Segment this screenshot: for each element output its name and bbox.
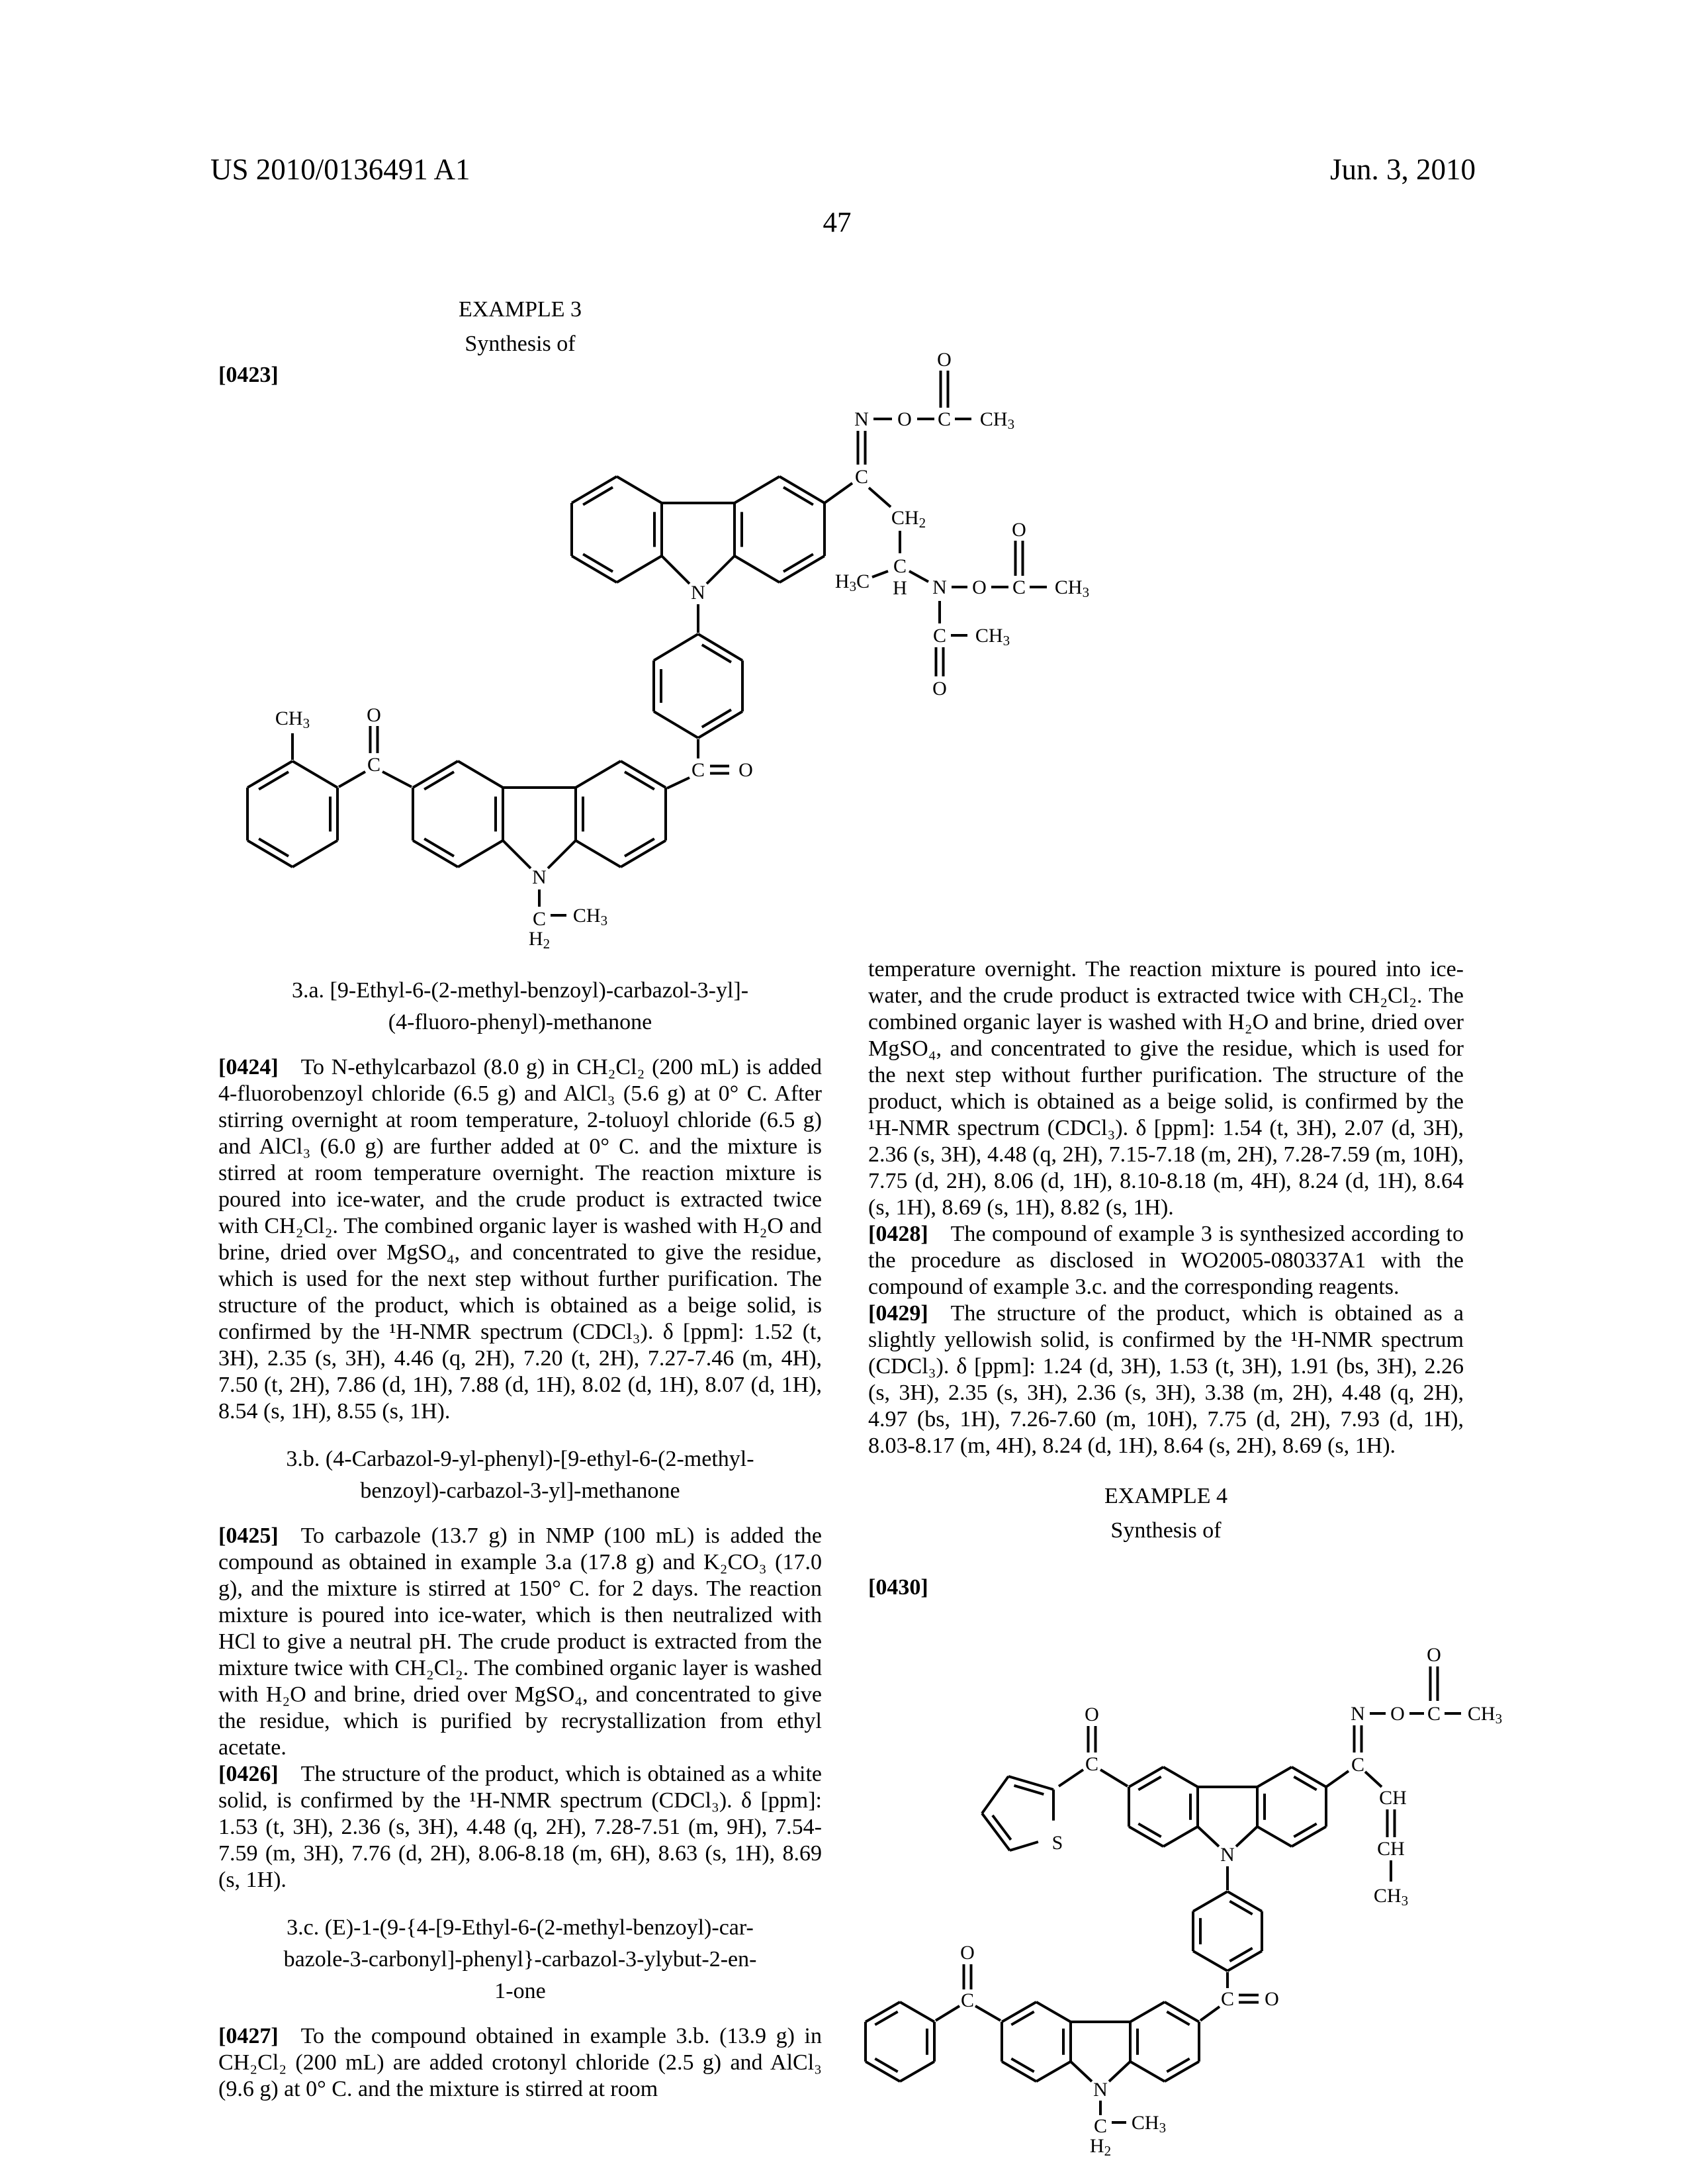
bond (458, 761, 503, 788)
atom-label: O (932, 677, 947, 700)
paragraph-tag-0428: [0428] (868, 1222, 928, 1246)
paragraph-0429 (868, 1300, 1464, 1459)
bond (292, 761, 337, 788)
bond (1193, 1951, 1227, 1971)
atom-label: C (1351, 1753, 1365, 1776)
heading-3c (218, 1912, 822, 2007)
atom-label: $CH_3$ (1373, 1884, 1409, 1909)
paragraph-0426 (218, 1761, 822, 1893)
bond (1163, 1767, 1198, 1787)
atom-label: $CH_3$ (275, 707, 310, 731)
bond (1257, 1827, 1292, 1846)
bond (576, 761, 621, 788)
bond (869, 488, 891, 507)
bond (1036, 2002, 1071, 2022)
paragraph-0428 (868, 1221, 1464, 1300)
atom-label: O (1265, 1987, 1279, 2010)
atom-label: C (367, 753, 381, 776)
atom-label: N (932, 576, 947, 598)
atom-label: C (1012, 576, 1026, 598)
bond (1326, 1771, 1349, 1787)
paragraph-tag-0423: [0423] (218, 363, 279, 387)
bond (1059, 1770, 1083, 1786)
bond (900, 2062, 934, 2081)
heading-3c-line1: 3.c. (E)-1-(9-{4-[9-Ethyl-6-(2-methyl-benzoyl)-car- (287, 1915, 754, 1940)
paragraph-0427a-text: To the compound obtained in example 3.b. (13.9 g) in CH₂Cl₂ (200 mL) are added crotonyl chloride (2.5 g) and AlCl₃ (9.6 g) at 0° C. and the mixture is stirred at room (218, 2024, 822, 2101)
atom-label: C (893, 555, 907, 577)
example3-subtitle: Synthesis of (465, 332, 576, 356)
bond (936, 2006, 959, 2021)
left-column (218, 956, 822, 2103)
paragraph-0427-continued (868, 956, 1464, 1221)
paragraph-tag-0427: [0427] (218, 2024, 279, 2048)
chemical-structure-example3 (218, 344, 1118, 953)
bond (617, 556, 662, 582)
atom-label: O (738, 758, 753, 781)
atom-label: C (1427, 1702, 1441, 1725)
right-column (868, 956, 1464, 1601)
bond (625, 772, 654, 789)
atom-label: N (1351, 1702, 1365, 1725)
bond (292, 841, 337, 867)
bond (259, 772, 289, 789)
atom-label: N (1220, 1843, 1235, 1866)
bond (339, 772, 365, 787)
paragraph-0427b-text: temperature overnight. The reaction mixture is poured into ice-water, and the crude product is extracted twice with CH₂Cl₂. The combined organic layer is washed with H₂O and brine, dried over MgSO₄, and concentrated to give the residue, which is used for the next step without further purification. The structure of the product, which is obtained as a beige solid, is confirmed by the ¹H-NMR spectrum (CDCl₃). δ [ppm]: 1.54 (t, 3H), 2.07 (d, 3H), 2.36 (s, 3H), 4.48 (q, 2H), 7.15-7.18 (m, 2H), 7.28-7.59 (m, 10H), 7.75 (d, 2H), 8.06 (d, 1H), 8.10-8.18 (m, 4H), 8.24 (d, 1H), 8.64 (s, 1H), 8.69 (s, 1H), 8.82 (s, 1H). (868, 957, 1464, 1220)
paragraph-0429-text: The structure of the product, which is obtained as a slightly yellowish solid, is confirmed by the ¹H-NMR spectrum (CDCl₃). δ [ppm]: 1.24 (d, 3H), 1.53 (t, 3H), 1.91 (bs, 3H), 2.26 (s, 3H), 2.35 (s, 3H), 2.36 (s, 3H), 3.38 (m, 2H), 4.48 (q, 2H), 4.97 (bs, 1H), 7.26-7.60 (m, 10H), 7.75 (d, 2H), 7.93 (d, 1H), 8.03-8.17 (m, 4H), 8.24 (d, 1H), 8.64 (s, 2H), 8.69 (s, 1H). (868, 1301, 1464, 1458)
paragraph-tag-0426: [0426] (218, 1762, 279, 1786)
paragraph-tag-0430: [0430] (868, 1575, 928, 1600)
atom-label: O (972, 576, 987, 598)
bond (1109, 2062, 1130, 2081)
atom-label: O (1012, 518, 1026, 541)
bond (424, 772, 454, 789)
bond (576, 841, 621, 867)
bond (982, 1776, 1008, 1813)
atom-label: $CH_3$ (572, 904, 608, 929)
atom-label: $CH_2$ (891, 506, 926, 531)
heading-3b (218, 1443, 822, 1507)
bond (707, 556, 735, 584)
bond (617, 477, 662, 503)
bond (900, 2002, 934, 2022)
paragraph-tag-0429: [0429] (868, 1301, 928, 1326)
bond (783, 554, 813, 571)
heading-3b-line1: 3.b. (4-Carbazol-9-yl-phenyl)-[9-ethyl-6-(2-methyl- (286, 1447, 754, 1471)
bond (1130, 2062, 1165, 2081)
example4-title: EXAMPLE 4 (1104, 1484, 1228, 1508)
bond (654, 711, 698, 738)
bond (909, 571, 928, 582)
paragraph-tag-0424: [0424] (218, 1055, 279, 1079)
atom-label: O (1427, 1643, 1441, 1666)
atom-label: $CH_3$ (979, 408, 1015, 432)
bond (1014, 1786, 1044, 1794)
atom-label: C (1220, 1987, 1235, 2010)
atom-label: C (532, 907, 547, 930)
atom-label: C (937, 408, 952, 430)
atom-label: CH (1379, 1786, 1407, 1809)
bond (458, 841, 503, 867)
atom-label: C (960, 1989, 975, 2011)
atom-label: O (960, 1941, 975, 1964)
atom-label: C (1085, 1752, 1099, 1775)
example3-title: EXAMPLE 3 (458, 297, 582, 322)
paragraph-0427 (218, 2023, 822, 2103)
atom-label: $CH_3$ (1131, 2111, 1167, 2136)
bond (667, 778, 690, 788)
bond (825, 483, 852, 503)
atom-label: C (691, 758, 705, 781)
bond (654, 634, 698, 660)
example4-heading (868, 1479, 1464, 1548)
paragraph-0426-text: The structure of the product, which is obtained as a white solid, is confirmed by the ¹H-NMR spectrum (CDCl₃). δ [ppm]: 1.53 (t, 3H), 2.36 (s, 3H), 4.48 (q, 2H), 7.28-7.51 (m, 9H), 7.54-7.59 (m, 3H), 7.76 (d, 2H), 8.06-8.18 (m, 6H), 8.63 (s, 1H), 8.69 (s, 1H). (218, 1762, 822, 1892)
paragraph-0424-text: To N-ethylcarbazol (8.0 g) in CH₂Cl₂ (200 mL) is added 4-fluorobenzoyl chloride (6.5 g) and AlCl₃ (5.6 g) at 0° C. After stirring overnight at room temperature, 2-toluoyl chloride (6.5 g) and AlCl₃ (6.0 g) are further added at 0° C. and the mixture is stirred at room temperature overnight. The reaction mixture is poured into ice-water, and the crude product is extracted twice with CH₂Cl₂. The combined organic layer is washed with H₂O and brine, dried over MgSO₄, and concentrated to give the residue, which is used for the next step without further purification. The structure of the product, which is obtained as a beige solid, is confirmed by the ¹H-NMR spectrum (CDCl₃). δ [ppm]: 1.52 (t, 3H), 2.35 (s, 3H), 4.46 (q, 2H), 7.20 (t, 2H), 7.27-7.46 (m, 4H), 7.50 (t, 2H), 7.86 (d, 1H), 7.88 (d, 1H), 8.02 (d, 1H), 8.07 (d, 1H), 8.54 (s, 1H), 8.55 (s, 1H). (218, 1055, 822, 1424)
bond (702, 709, 731, 727)
example4-subtitle: Synthesis of (1110, 1518, 1222, 1543)
atom-label: $CH_3$ (975, 624, 1010, 649)
bond (1036, 2062, 1071, 2081)
bond (1365, 1772, 1382, 1787)
bond (1100, 1770, 1128, 1786)
paragraph-0428-text: The compound of example 3 is synthesized according to the procedure as disclosed in WO2005-080337A1 with the compound of example 3.c. and the corresponding reagents. (868, 1222, 1464, 1299)
heading-3a-line2: (4-fluoro-phenyl)-methanone (388, 1010, 652, 1034)
bond (872, 571, 888, 577)
heading-3c-line2: bazole-3-carbonyl]-phenyl}-carbazol-3-ylybut-2-en- (283, 1947, 757, 1972)
bond (783, 487, 813, 504)
bond (548, 841, 576, 868)
publication-number: US 2010/0136491 A1 (210, 153, 470, 186)
bond (1200, 2007, 1220, 2021)
atom-label: O (1085, 1703, 1099, 1725)
paragraph-0425-text: To carbazole (13.7 g) in NMP (100 mL) is added the compound as obtained in example 3.a (17.8 g) and K₂CO₃ (17.0 g), and the mixture is stirred at 150° C. for 2 days. The reaction mixture is poured into ice-water, which is then neutralized with HCl to give a neutral pH. The crude product is extracted from the mixture twice with CH₂Cl₂. The combined organic layer is washed with H₂O and brine, dried over MgSO₄, and concentrated to give the residue, which is purified by recrystallization from ethyl acetate. (218, 1524, 822, 1760)
bond (1008, 1776, 1053, 1790)
bond (993, 1815, 1011, 1840)
bond (735, 556, 780, 582)
bond (1198, 1827, 1219, 1846)
bond (583, 487, 613, 504)
atom-label: $CH_3$ (1467, 1702, 1503, 1727)
bond (424, 839, 454, 856)
page-number: 47 (823, 207, 852, 238)
bond (625, 839, 654, 856)
atom-label: O (937, 348, 952, 371)
atom-label: O (1390, 1702, 1405, 1725)
paragraph-tag-0425: [0425] (218, 1524, 279, 1548)
bond (1010, 1842, 1038, 1850)
atom-label: $H_2$ (528, 927, 551, 952)
chemical-structure-example4 (847, 1641, 1548, 2164)
heading-3a (218, 975, 822, 1038)
atom-label: $CH_3$ (1054, 576, 1090, 600)
bond (1257, 1767, 1292, 1787)
bond (975, 2006, 1001, 2021)
atom-label: C (1093, 2115, 1108, 2137)
atom-label: N (1093, 2078, 1108, 2101)
atom-label: O (367, 704, 381, 726)
paragraph-0424 (218, 1054, 822, 1425)
atom-label: $H_3C$ (834, 570, 870, 594)
bond (259, 839, 289, 856)
atom-label: O (897, 408, 912, 430)
bond (1163, 1827, 1198, 1846)
atom-label: N (691, 581, 705, 604)
bond (1071, 2062, 1092, 2081)
atom-label: S (1051, 1831, 1063, 1854)
bond (1236, 1827, 1257, 1846)
paragraph-0425 (218, 1523, 822, 1761)
atom-label: CH (1377, 1837, 1405, 1860)
publication-date: Jun. 3, 2010 (1329, 153, 1476, 186)
bond (1193, 1891, 1227, 1911)
heading-3b-line2: benzoyl)-carbazol-3-yl]-methanone (360, 1479, 680, 1503)
bond (503, 841, 531, 868)
bond (702, 645, 731, 662)
heading-3a-line1: 3.a. [9-Ethyl-6-(2-methyl-benzoyl)-carbazol-3-yl]- (291, 978, 749, 1003)
atom-label: N (532, 866, 547, 888)
atom-label: N (854, 408, 869, 430)
atom-label: C (854, 465, 869, 488)
bond (382, 772, 412, 787)
bond (583, 554, 613, 571)
atom-label: $H_2$ (1089, 2134, 1112, 2159)
atom-label: C (932, 624, 947, 647)
atom-label: H (893, 576, 907, 599)
bond (1130, 2002, 1165, 2022)
heading-3c-line3: 1-one (494, 1979, 546, 2003)
bond (735, 477, 780, 503)
bond (662, 556, 690, 584)
